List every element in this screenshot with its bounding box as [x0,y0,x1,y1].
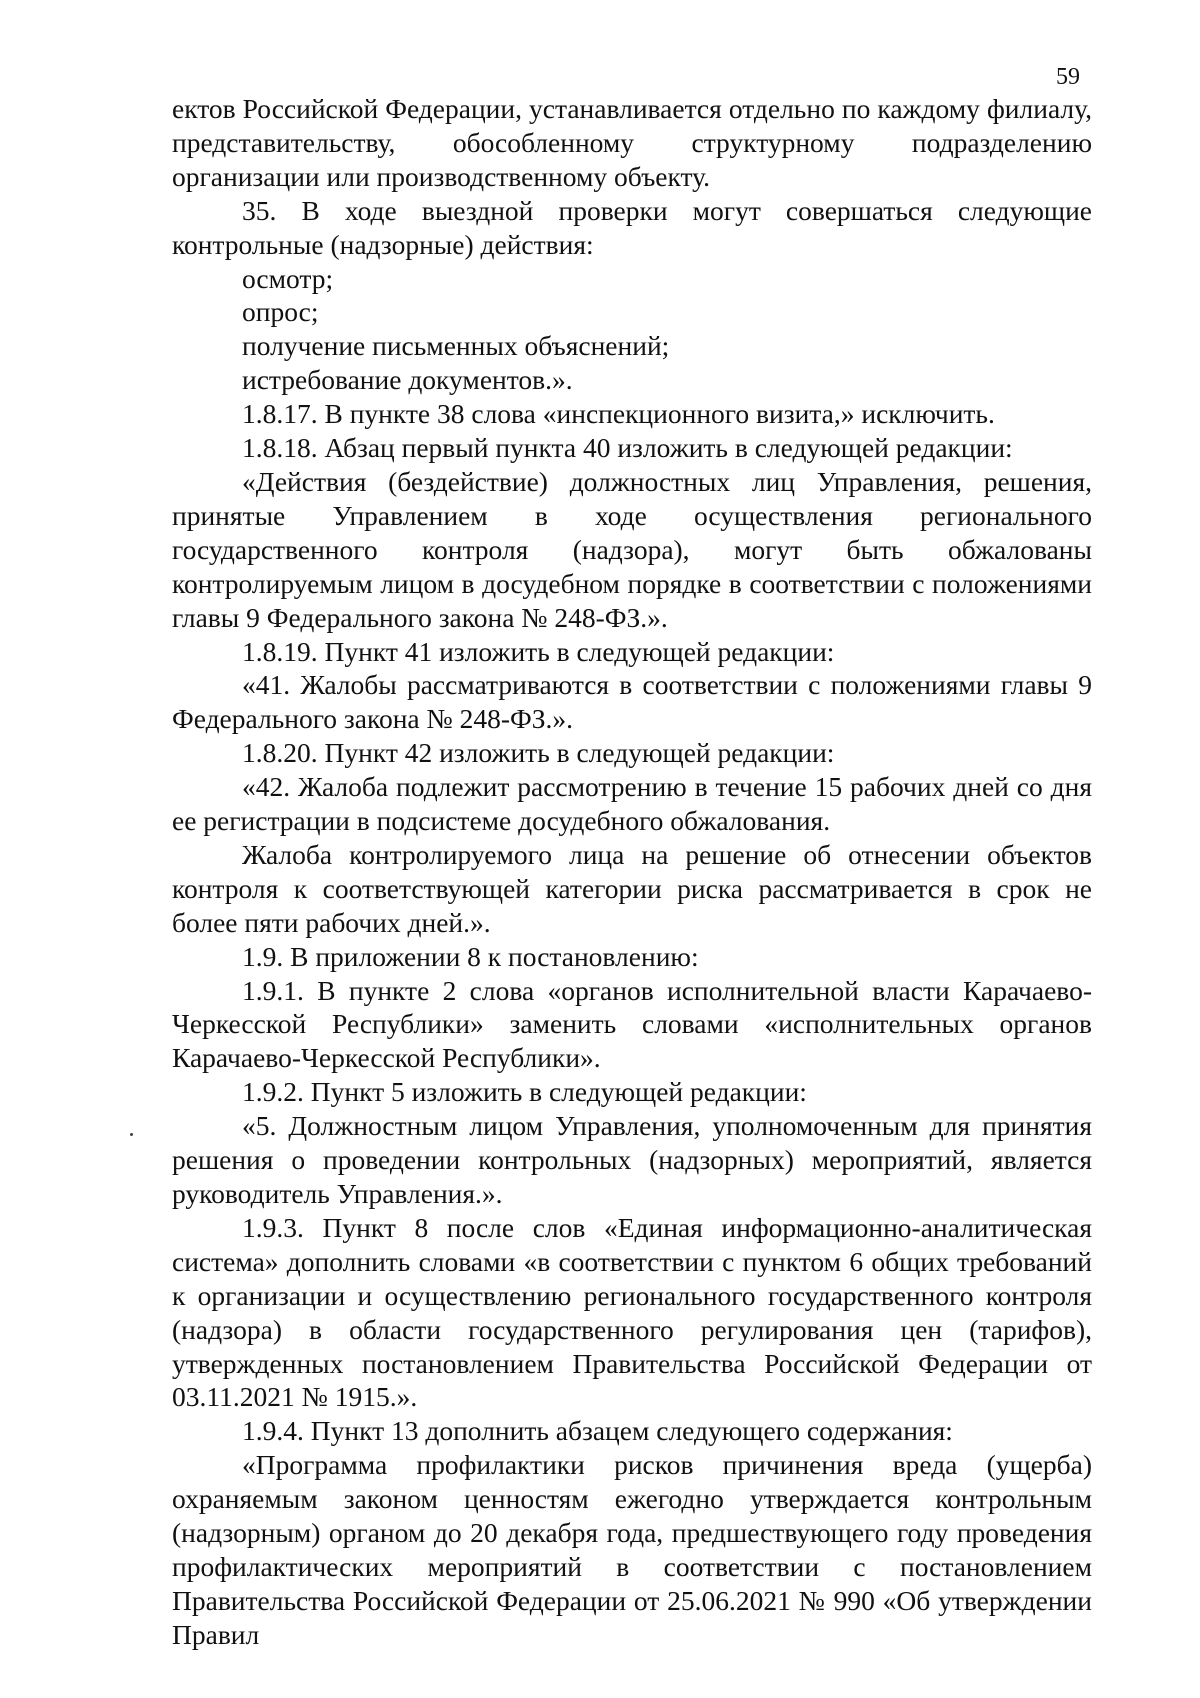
paragraph-quote-program: «Программа профилактики рисков причинения вреда (ущерба) охраняемым законом ценностям ежегодно утверждается контрольным (надзорным) органом до 20 декабря года, предшествующего году проведения профилактических мероприятий в соответствии с постановлением Правительства Российской Федерации от 25.06.2021 № 990 «Об утверждении Правил [172,1449,1092,1650]
paragraph-quote-41: «41. Жалобы рассматриваются в соответствии с положениями главы 9 Федерального закона № 248-ФЗ.». [172,669,1092,735]
paragraph-quote-actions: «Действия (бездействие) должностных лиц Управления, решения, принятые Управлением в ходе осуществления регионального государственного контроля (надзора), могут быть обжалованы контролируемым лицом в досудебном порядке в соответствии с положениями главы 9 Федерального закона № 248-ФЗ.». [172,465,1092,633]
paragraph-1-9-3: 1.9.3. Пункт 8 после слов «Единая информационно-аналитическая система» дополнить словами «в соответствии с пунктом 6 общих требований к организации и осуществлению регионального государственного контроля (надзора) в области государственного регулирования цен (тарифов), утвержденных постановлением Правительства Российской Федерации от 03.11.2021 № 1915.». [172,1211,1092,1413]
scan-margin-dot [130,1133,133,1136]
paragraph-1-8-19: 1.8.19. Пункт 41 изложить в следующей редакции: [242,635,835,667]
paragraph-1-8-17: 1.8.17. В пункте 38 слова «инспекционного визита,» исключить. [242,398,995,430]
list-item-written-explanations: получение письменных объяснений; [242,330,670,362]
list-item-inspection: осмотр; [242,262,334,294]
paragraph-1-9-1: 1.9.1. В пункте 2 слова «органов исполнительной власти Карачаево-Черкесской Республики» заменить словами «исполнительных органов Карачаево-Черкесской Республики». [172,974,1092,1074]
document-body [172,92,1092,1652]
paragraph-1-8-18: 1.8.18. Абзац первый пункта 40 изложить в следующей редакции: [242,432,1013,464]
paragraph-1-9-4: 1.9.4. Пункт 13 дополнить абзацем следующего содержания: [242,1415,953,1447]
list-item-document-request: истребование документов.». [242,364,573,396]
paragraph-complaint-risk: Жалоба контролируемого лица на решение об отнесении объектов контроля к соответствующей категории риска рассматривается в срок не более пяти рабочих дней.». [172,838,1092,938]
paragraph-1-9-2: 1.9.2. Пункт 5 изложить в следующей редакции: [242,1076,807,1108]
paragraph-1-8-20: 1.8.20. Пункт 42 изложить в следующей редакции: [242,737,835,769]
paragraph-continuation: ектов Российской Федерации, устанавливается отдельно по каждому филиалу, представительству, обособленному структурному подразделению организации или производственному объекту. [172,93,1092,192]
page-number: 59 [1056,64,1080,90]
paragraph-item-35: 35. В ходе выездной проверки могут совершаться следующие контрольные (надзорные) действия: [172,194,1092,260]
paragraph-quote-42: «42. Жалоба подлежит рассмотрению в течение 15 рабочих дней со дня ее регистрации в подсистеме досудебного обжалования. [172,771,1092,837]
paragraph-1-9: 1.9. В приложении 8 к постановлению: [242,940,699,972]
list-item-survey: опрос; [242,296,319,328]
paragraph-quote-5: «5. Должностным лицом Управления, уполномоченным для принятия решения о проведении контрольных (надзорных) мероприятий, является руководитель Управления.». [172,1110,1092,1209]
